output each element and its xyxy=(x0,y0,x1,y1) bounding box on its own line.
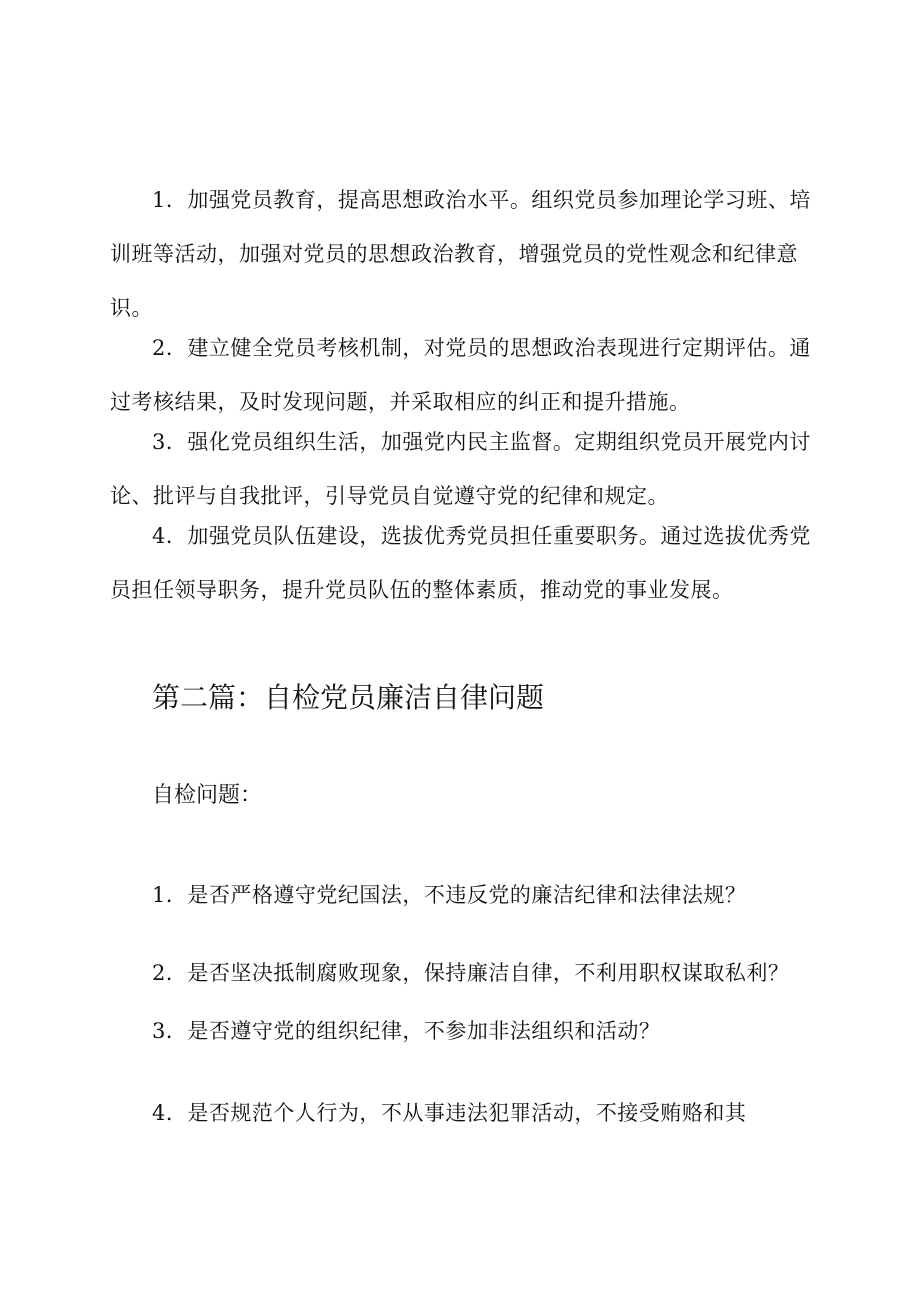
question-item-1: 1．是否严格遵守党纪国法，不违反党的廉洁纪律和法律法规？ xyxy=(152,883,747,907)
paragraph-item-4: 4．加强党员队伍建设，选拔优秀党员担任重要职务。通过选拔优秀党员担任领导职务，提升党员队伍的整体素质，推动党的事业发展。 xyxy=(110,524,811,602)
paragraph-item-1: 1．加强党员教育，提高思想政治水平。组织党员参加理论学习班、培训班等活动，加强对党员的思想政治教育，增强党员的党性观念和纪律意识。 xyxy=(110,188,811,320)
question-item-3: 3．是否遵守党的组织纪律，不参加非法组织和活动？ xyxy=(152,1019,661,1043)
section-title: 第二篇：自检党员廉洁自律问题 xyxy=(152,681,545,714)
paragraph-item-2: 2．建立健全党员考核机制，对党员的思想政治表现进行定期评估。通过考核结果，及时发现问题，并采取相应的纠正和提升措施。 xyxy=(110,336,811,414)
question-item-2: 2．是否坚决抵制腐败现象，保持廉洁自律，不利用职权谋取私利？ xyxy=(152,961,790,985)
paragraph-item-3: 3．强化党员组织生活，加强党内民主监督。定期组织党员开展党内讨论、批评与自我批评，引导党员自觉遵守党的纪律和规定。 xyxy=(110,430,811,508)
question-item-4: 4．是否规范个人行为，不从事违法犯罪活动，不接受贿赂和其 xyxy=(152,1101,747,1125)
section-subtitle: 自检问题： xyxy=(152,783,263,808)
